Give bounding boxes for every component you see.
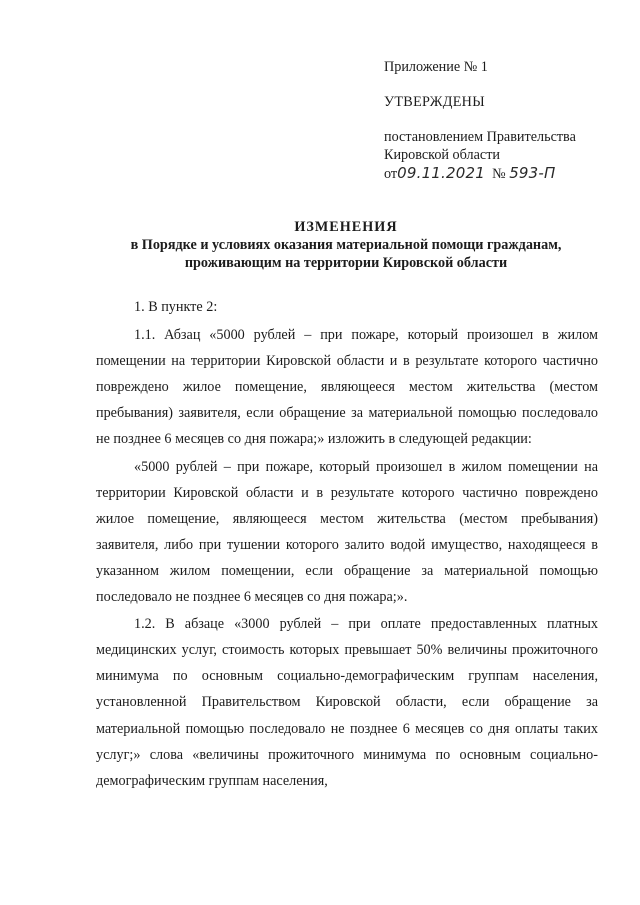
resolution-date-line (384, 164, 624, 183)
paragraph-item-1: 1. В пункте 2: (134, 299, 218, 315)
resolution-line: постановлением Правительства (384, 129, 576, 145)
resolution-region-line: Кировской области (384, 147, 500, 163)
heading-subtitle-line1: в Порядке и условиях оказания материальной помощи гражданам, (130, 237, 562, 253)
approval-block (384, 58, 624, 183)
approved-label: УТВЕРЖДЕНЫ (384, 94, 485, 110)
paragraph-subitem-1-2: 1.2. В абзаце «3000 рублей – при оплате предоставленных платных медицинских услуг, стоимость которых превышает 50% величины прожиточного минимума по основным социально-демографическим группам населения, установленной Правительством Кировской области, если обращение за материальной помощью последовало не позднее 6 месяцев со дня оплаты таких услуг;» слова «величины прожиточного минимума по основным социально-демографическим группам населения, (96, 616, 598, 789)
date-prefix: от (384, 166, 398, 182)
appendix-label: Приложение № 1 (384, 59, 488, 75)
handwritten-number: 593-П (509, 164, 556, 182)
heading-title: ИЗМЕНЕНИЯ (294, 219, 398, 235)
heading-subtitle-line2: проживающим на территории Кировской области (184, 255, 508, 271)
document-heading (96, 218, 596, 272)
document-body (96, 294, 598, 794)
number-prefix: № (492, 166, 506, 182)
handwritten-date: 09.11.2021 (397, 164, 485, 182)
paragraph-subitem-1-1: 1.1. Абзац «5000 рублей – при пожаре, который произошел в жилом помещении на территории Кировской области и в результате которого частично повреждено жилое помещение, являющееся местом жительства (местом пребывания) заявителя, если обращение за материальной помощью последовало не позднее 6 месяцев со дня пожара;» изложить в следующей редакции: (96, 327, 598, 448)
paragraph-new-wording: «5000 рублей – при пожаре, который произошел в жилом помещении на территории Кировской области и в результате которого частично повреждено жилое помещение, являющееся местом жительства (местом пребывания) заявителя, либо при тушении которого залито водой имущество, находящееся в указанном жилом помещении, если обращение за материальной помощью последовало не позднее 6 месяцев со дня пожара;». (96, 458, 598, 606)
